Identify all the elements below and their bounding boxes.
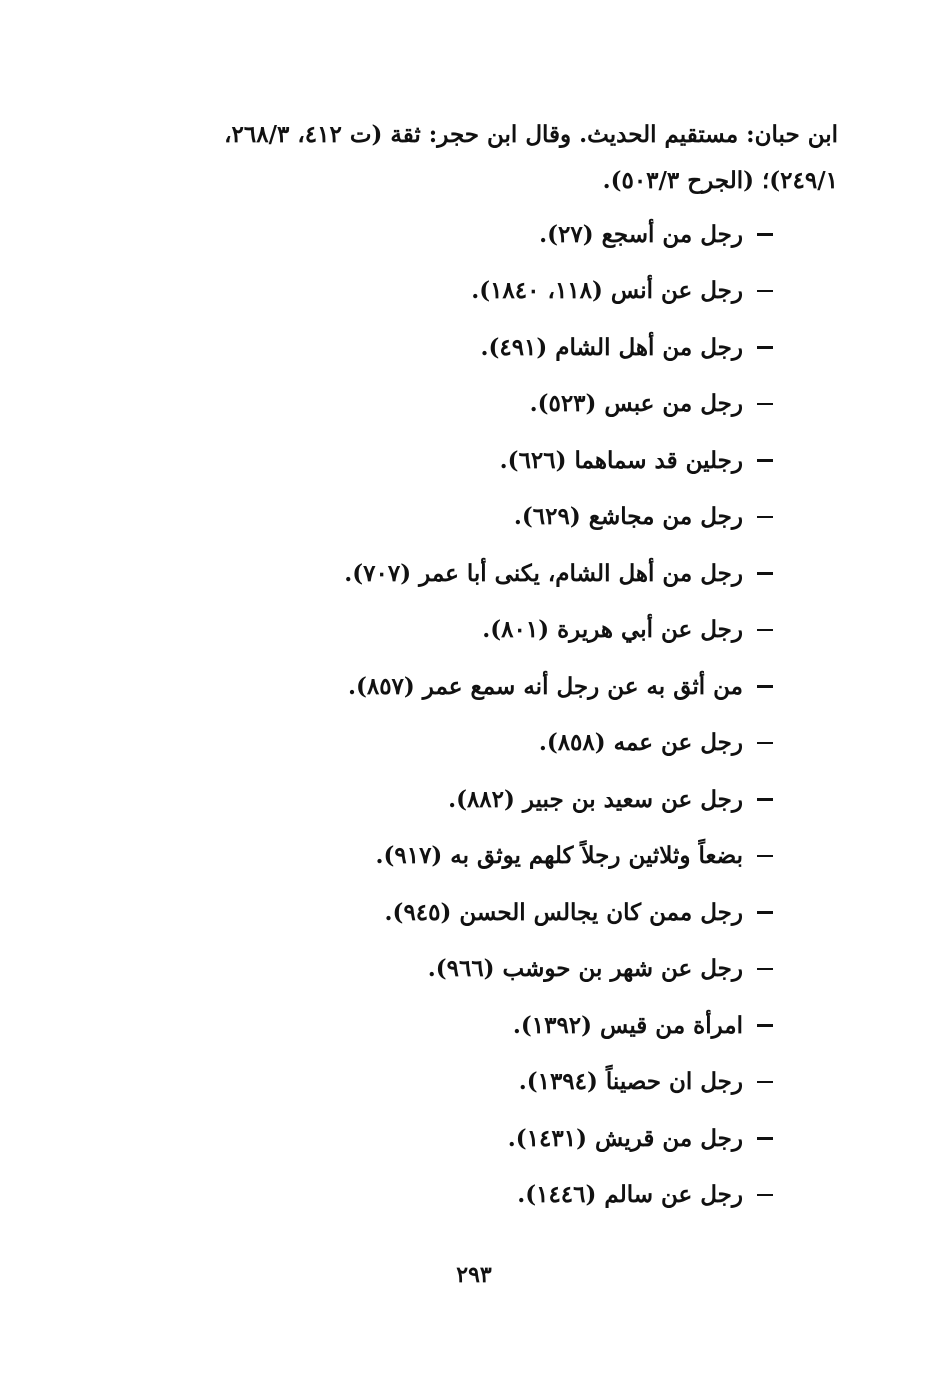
- list-item-text: امرأة من قيس (١٣٩٢).: [512, 1011, 743, 1039]
- list-item: [153, 319, 773, 376]
- dash-bullet: [757, 233, 773, 236]
- list-item: [153, 771, 773, 828]
- list-item-text: من أثق به عن رجل أنه سمع عمر (٨٥٧).: [347, 672, 743, 700]
- dash-bullet: [757, 1194, 773, 1197]
- list-item: [153, 1054, 773, 1111]
- list-item-text: رجلين قد سماهما (٦٢٦).: [499, 446, 743, 474]
- dash-bullet: [757, 346, 773, 349]
- dash-bullet: [757, 1081, 773, 1084]
- list-item-text: رجل ان حصيناً (١٣٩٤).: [518, 1068, 743, 1096]
- list-item: [153, 263, 773, 320]
- dash-bullet: [757, 403, 773, 406]
- list-item: [153, 884, 773, 941]
- dash-bullet: [757, 968, 773, 971]
- list-item: [153, 941, 773, 998]
- intro-line-1: ابن حبان: مستقيم الحديث. وقال ابن حجر: ثقة (ت ٤١٢، ٢٦٨/٣،: [224, 121, 838, 148]
- dash-bullet: [757, 798, 773, 801]
- dash-bullet: [757, 290, 773, 293]
- list-item: [153, 602, 773, 659]
- narrator-list: [153, 206, 773, 1223]
- list-item: [153, 545, 773, 602]
- dash-bullet: [757, 911, 773, 914]
- intro-paragraph: [118, 112, 838, 204]
- list-item: [153, 1110, 773, 1167]
- list-item-text: بضعاً وثلاثين رجلاً كلهم يوثق به (٩١٧).: [375, 842, 743, 870]
- dash-bullet: [757, 855, 773, 858]
- list-item-text: رجل عن سالم (١٤٤٦).: [517, 1181, 743, 1209]
- intro-line-2: ٢٤٩/١)؛ (الجرح ٥٠٣/٣).: [602, 167, 838, 194]
- list-item: [153, 206, 773, 263]
- list-item: [153, 376, 773, 433]
- list-item: [153, 1167, 773, 1224]
- dash-bullet: [757, 516, 773, 519]
- dash-bullet: [757, 1137, 773, 1140]
- list-item-text: رجل عن أبي هريرة (٨٠١).: [482, 616, 743, 644]
- dash-bullet: [757, 742, 773, 745]
- dash-bullet: [757, 629, 773, 632]
- list-item: [153, 489, 773, 546]
- list-item-text: رجل من قريش (١٤٣١).: [507, 1124, 743, 1152]
- page-number: ٢٩٣: [456, 1262, 492, 1288]
- list-item-text: رجل عن عمه (٨٥٨).: [538, 729, 743, 757]
- list-item-text: رجل عن شهر بن حوشب (٩٦٦).: [427, 955, 743, 983]
- list-item-text: رجل من أهل الشام، يكنى أبا عمر (٧٠٧).: [344, 559, 743, 587]
- list-item: [153, 828, 773, 885]
- list-item-text: رجل ممن كان يجالس الحسن (٩٤٥).: [384, 898, 743, 926]
- list-item-text: رجل من مجاشع (٦٢٩).: [513, 503, 743, 531]
- list-item-text: رجل من أسجع (٢٧).: [539, 220, 743, 248]
- list-item: [153, 715, 773, 772]
- dash-bullet: [757, 459, 773, 462]
- list-item-text: رجل من عبس (٥٢٣).: [529, 390, 743, 418]
- list-item-text: رجل عن سعيد بن جبير (٨٨٢).: [448, 785, 743, 813]
- list-item: [153, 997, 773, 1054]
- list-item-text: رجل من أهل الشام (٤٩١).: [480, 333, 743, 361]
- dash-bullet: [757, 685, 773, 688]
- list-item: [153, 432, 773, 489]
- dash-bullet: [757, 572, 773, 575]
- list-item: [153, 658, 773, 715]
- list-item-text: رجل عن أنس (١١٨، ١٨٤٠).: [471, 277, 743, 305]
- dash-bullet: [757, 1024, 773, 1027]
